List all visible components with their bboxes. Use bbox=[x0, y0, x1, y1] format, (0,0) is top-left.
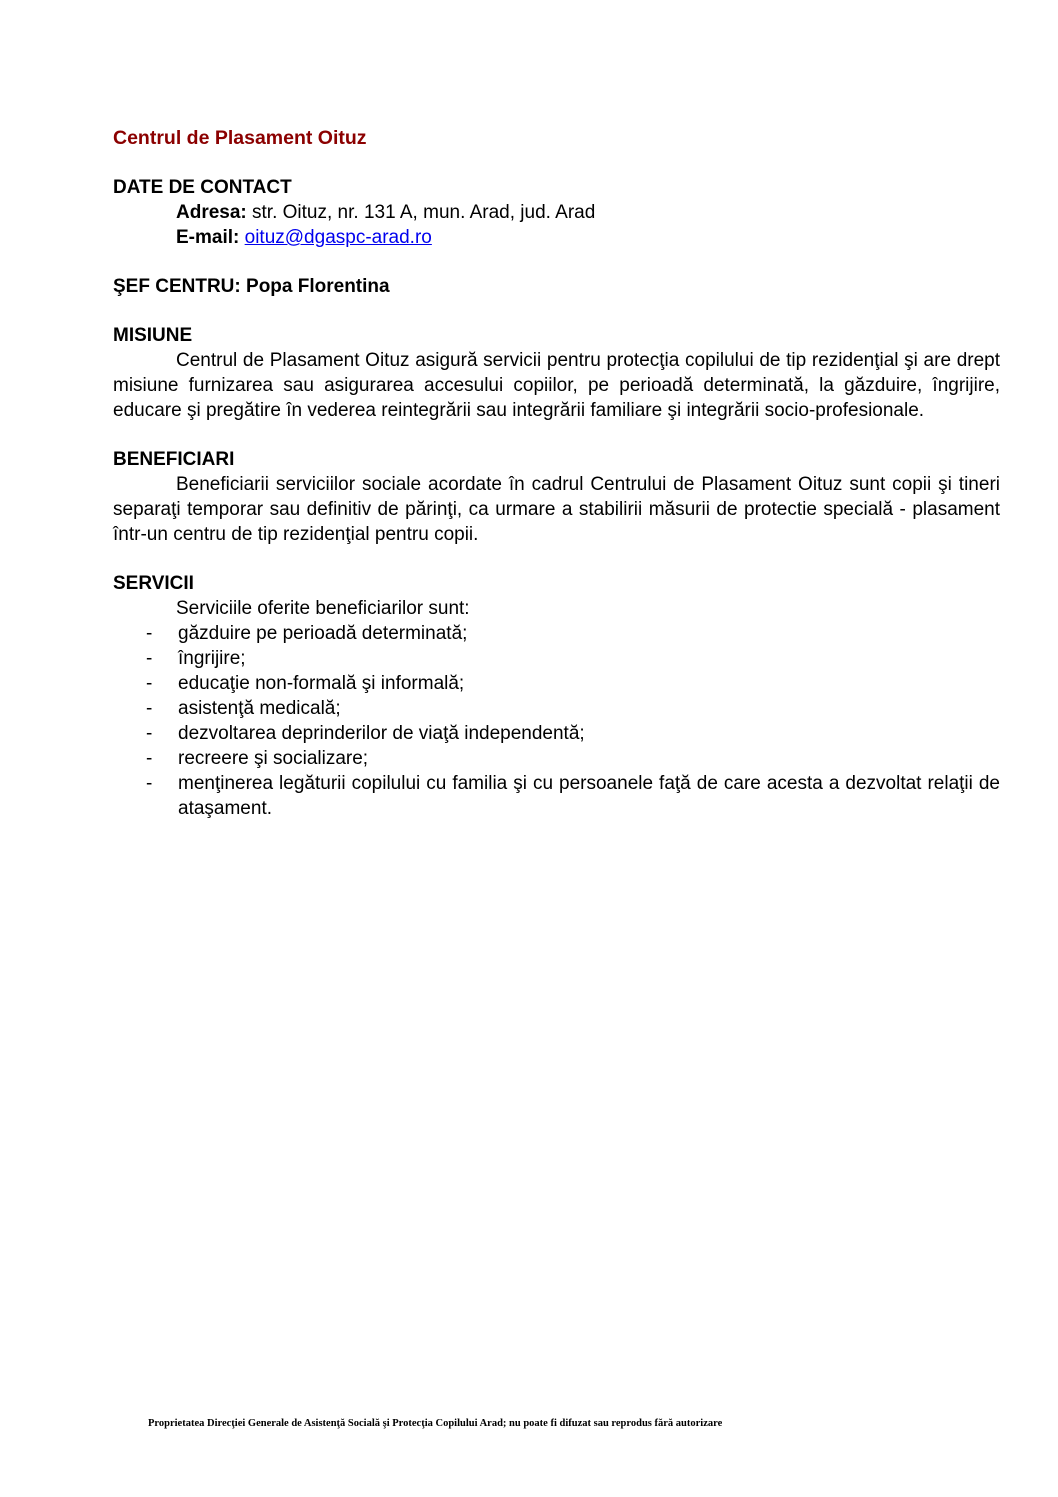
address-line bbox=[113, 200, 1000, 225]
services-section bbox=[113, 571, 1000, 821]
dash-bullet: - bbox=[146, 673, 153, 694]
list-item bbox=[113, 746, 1000, 771]
email-label: E-mail: bbox=[176, 227, 240, 248]
list-item-text: menţinerea legăturii copilului cu familia şi cu persoanele faţă de care acesta a dezvoltat relaţii de ataşament. bbox=[178, 773, 1000, 819]
email-line bbox=[113, 225, 1000, 250]
mission-paragraph: Centrul de Plasament Oituz asigură servicii pentru protecţia copilului de tip rezidenţial şi are drept misiune furnizarea sau asigurarea accesului copiilor, pe perioadă determinată, la găzduire, îngrijire, educare şi pregătire în vederea reintegrării sau integrării familiare şi integrării socio-profesionale. bbox=[113, 350, 1000, 421]
contact-heading: DATE DE CONTACT bbox=[113, 177, 292, 198]
address-value: str. Oituz, nr. 131 A, mun. Arad, jud. Arad bbox=[252, 202, 596, 223]
dash-bullet: - bbox=[146, 648, 153, 669]
list-item-text: găzduire pe perioadă determinată; bbox=[178, 623, 468, 644]
dash-bullet: - bbox=[146, 723, 153, 744]
beneficiaries-heading: BENEFICIARI bbox=[113, 449, 235, 470]
list-item-text: recreere şi socializare; bbox=[178, 748, 369, 769]
services-intro: Serviciile oferite beneficiarilor sunt: bbox=[176, 598, 470, 619]
services-heading: SERVICII bbox=[113, 573, 194, 594]
list-item bbox=[113, 771, 1000, 821]
list-item-text: asistenţă medicală; bbox=[178, 698, 341, 719]
list-item bbox=[113, 646, 1000, 671]
chief-line bbox=[113, 274, 1000, 299]
beneficiaries-section bbox=[113, 447, 1000, 547]
beneficiaries-paragraph: Beneficiarii serviciilor sociale acordate în cadrul Centrului de Plasament Oituz sunt copii şi tineri separaţi temporar sau definitiv de părinţi, ca urmare a stabilirii măsurii de protectie specială - plasament într-un centru de tip rezidenţial pentru copii. bbox=[113, 474, 1000, 545]
mission-heading: MISIUNE bbox=[113, 325, 193, 346]
dash-bullet: - bbox=[146, 623, 153, 644]
list-item-text: educaţie non-formală şi informală; bbox=[178, 673, 465, 694]
dash-bullet: - bbox=[146, 748, 153, 769]
chief-name: Popa Florentina bbox=[246, 276, 390, 297]
list-item bbox=[113, 671, 1000, 696]
page-title: Centrul de Plasament Oituz bbox=[113, 127, 367, 149]
contact-section bbox=[113, 175, 1000, 250]
dash-bullet: - bbox=[146, 698, 153, 719]
list-item-text: dezvoltarea deprinderilor de viaţă independentă; bbox=[178, 723, 585, 744]
footer-note: Proprietatea Direcţiei Generale de Asistenţă Socială şi Protecţia Copilului Arad; nu poate fi difuzat sau reprodus fără autorizare bbox=[148, 1418, 723, 1429]
services-list bbox=[113, 621, 1000, 821]
list-item-text: îngrijire; bbox=[178, 648, 246, 669]
list-item bbox=[113, 621, 1000, 646]
email-link[interactable]: oituz@dgaspc-arad.ro bbox=[244, 227, 432, 248]
dash-bullet: - bbox=[146, 773, 153, 794]
list-item bbox=[113, 721, 1000, 746]
address-label: Adresa: bbox=[176, 202, 247, 223]
chief-label: ŞEF CENTRU: bbox=[113, 276, 241, 297]
list-item bbox=[113, 696, 1000, 721]
mission-section bbox=[113, 323, 1000, 423]
